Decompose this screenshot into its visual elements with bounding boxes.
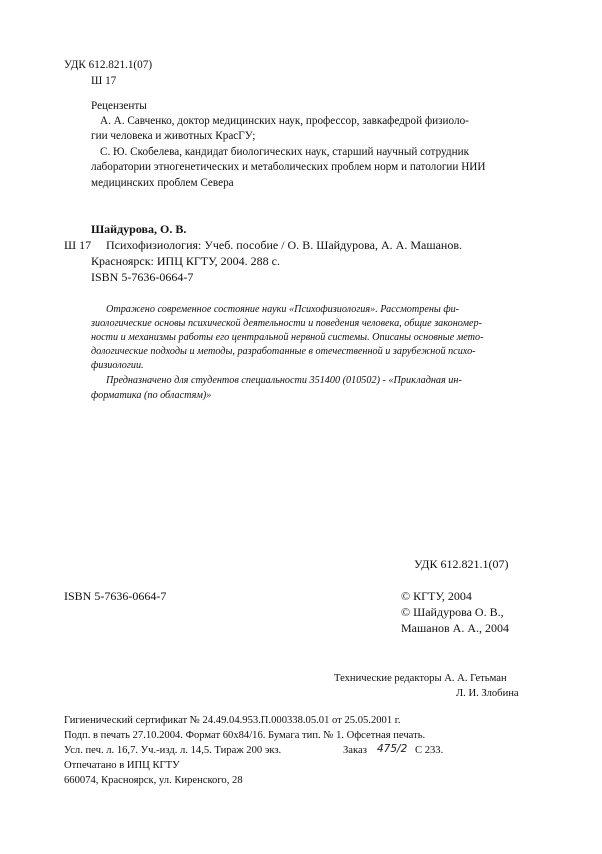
copyright-kgtu: © КГТУ, 2004 (401, 589, 472, 603)
reviewer-2-line-1: С. Ю. Скобелева, кандидат биологических наук, старший научный сотрудник (100, 146, 470, 158)
imprint-udk: УДК 612.821.1(07) (414, 557, 509, 571)
reviewer-2-line-3: медицинских проблем Севера (91, 177, 234, 189)
reviewers-title: Рецензенты (91, 100, 147, 112)
reviewer-2-line-2: лаборатории этногенетических и метаболических проблем норм и патологии НИИ (91, 161, 486, 173)
order-label: Заказ (343, 745, 367, 756)
bib-code: Ш 17 (64, 238, 92, 252)
copyright-authors-1: © Шайдурова О. В., (401, 605, 504, 619)
annotation-line-7: форматика (по областям)» (91, 390, 212, 401)
hygiene-certificate: Гигиенический сертификат № 24.49.04.953.П.000338.05.01 от 25.05.2001 г. (64, 715, 401, 726)
bib-publisher-line: Красноярск: ИПЦ КГТУ, 2004. 288 с. (91, 254, 280, 268)
annotation-line-6: Предназначено для студентов специальности 351400 (010502) - «Прикладная ин- (106, 375, 462, 386)
annotation-line-4: дологические подходы и методы, разработанные в отечественной и зарубежной психо- (91, 346, 476, 357)
udk-code: УДК 612.821.1(07) (64, 59, 153, 71)
bib-author: Шайдурова, О. В. (91, 222, 187, 236)
bib-title-line: Психофизиология: Учеб. пособие / О. В. Шайдурова, А. А. Машанов. (106, 238, 462, 252)
print-volume: Усл. печ. л. 16,7. Уч.-изд. л. 14,5. Тираж 200 экз. (64, 745, 282, 756)
annotation-line-5: физиологии. (91, 360, 144, 371)
copyright-authors-2: Машанов А. А., 2004 (401, 621, 509, 635)
annotation-line-2: зиологические основы психической деятельности и поведения человека, общие закономер- (91, 318, 482, 329)
tech-editors-line-2: Л. И. Злобина (456, 688, 519, 699)
printer-address: 660074, Красноярск, ул. Киренского, 28 (64, 775, 243, 786)
order-code: С 233. (415, 745, 444, 756)
bib-isbn: ISBN 5-7636-0664-7 (91, 270, 194, 284)
author-mark: Ш 17 (91, 75, 117, 87)
reviewer-1-line-1: А. А. Савченко, доктор медицинских наук, профессор, завкафедрой физиоло- (100, 115, 469, 127)
print-specs: Подп. в печать 27.10.2004. Формат 60х84/16. Бумага тип. № 1. Офсетная печать. (64, 730, 426, 741)
reviewer-1-line-2: гии человека и животных КрасГУ; (91, 130, 256, 142)
annotation-line-1: Отражено современное состояние науки «Психофизиология». Рассмотрены фи- (106, 304, 460, 315)
order-number-handwritten: 475/2 (377, 743, 408, 755)
printed-at: Отпечатано в ИПЦ КГТУ (64, 760, 180, 771)
imprint-isbn: ISBN 5-7636-0664-7 (64, 589, 167, 603)
annotation-line-3: ности и механизмы работы его центральной нервной системы. Описаны основные мето- (91, 332, 484, 343)
tech-editors-line-1: Технические редакторы А. А. Гетьман (334, 673, 507, 684)
